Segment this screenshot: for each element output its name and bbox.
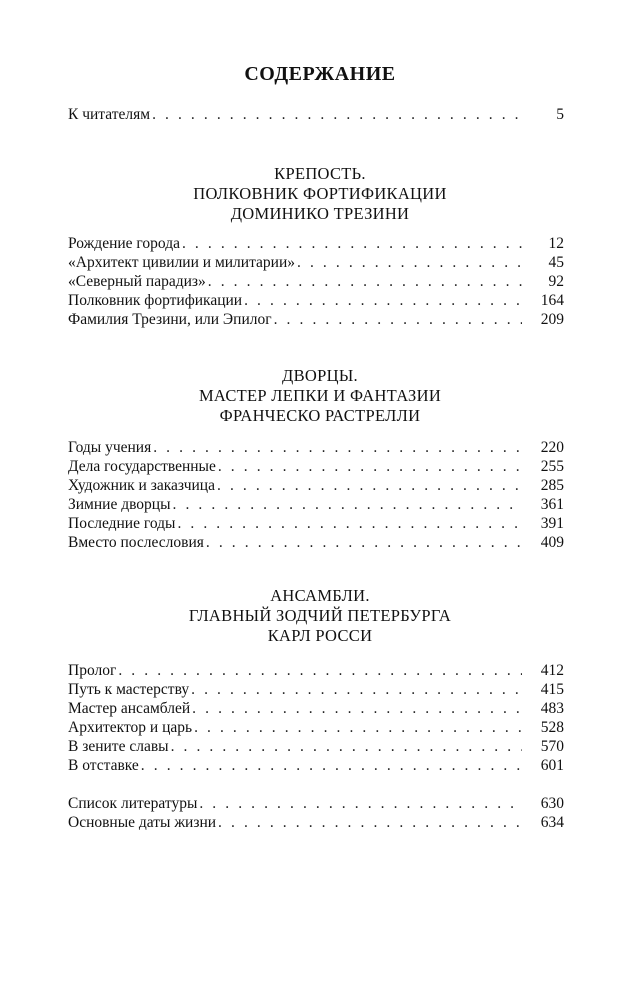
- toc-entry[interactable]: [68, 253, 564, 272]
- toc-entry-page: 570: [540, 738, 564, 755]
- page-title: СОДЕРЖАНИЕ: [244, 63, 396, 85]
- toc-entry[interactable]: [68, 438, 564, 457]
- toc-entry[interactable]: [68, 533, 564, 552]
- toc-entry-page: 528: [540, 719, 564, 736]
- toc-entry-label: Путь к мастерству: [68, 681, 190, 698]
- toc-entry-label: Зимние дворцы: [68, 496, 171, 513]
- section-heading-line: МАСТЕР ЛЕПКИ И ФАНТАЗИИ: [198, 386, 442, 405]
- toc-leader-dots: [297, 253, 522, 272]
- toc-leader-dots: [194, 718, 522, 737]
- toc-entry-label: Художник и заказчица: [68, 477, 215, 494]
- toc-entry[interactable]: [68, 680, 564, 699]
- intro-list: [68, 105, 564, 124]
- toc-entry[interactable]: [68, 794, 564, 813]
- toc-entry-label: Годы учения: [68, 439, 152, 456]
- section-2-list: [68, 438, 564, 552]
- toc-entry[interactable]: [68, 495, 564, 514]
- toc-leader-dots: [208, 272, 522, 291]
- toc-leader-dots: [171, 737, 522, 756]
- toc-leader-dots: [177, 514, 522, 533]
- toc-entry-page: 409: [540, 534, 564, 551]
- toc-leader-dots: [118, 661, 522, 680]
- section-heading-line: ДОМИНИКО ТРЕЗИНИ: [230, 204, 410, 223]
- toc-entry-page: 209: [540, 311, 564, 328]
- toc-entry[interactable]: [68, 661, 564, 680]
- toc-leader-dots: [274, 310, 522, 329]
- appendix-list: [68, 794, 564, 832]
- toc-leader-dots: [192, 699, 522, 718]
- toc-entry-page: 391: [540, 515, 564, 532]
- toc-leader-dots: [244, 291, 522, 310]
- toc-entry-page: 361: [540, 496, 564, 513]
- toc-leader-dots: [191, 680, 522, 699]
- toc-entry[interactable]: [68, 737, 564, 756]
- toc-entry-label: Рождение города: [68, 235, 180, 252]
- section-heading-line: ПОЛКОВНИК ФОРТИФИКАЦИИ: [193, 184, 447, 203]
- toc-entry[interactable]: [68, 234, 564, 253]
- toc-entry-label: Архитектор и царь: [68, 719, 193, 736]
- toc-entry-label: Последние годы: [68, 515, 176, 532]
- toc-entry-page: 92: [548, 273, 564, 290]
- toc-leader-dots: [218, 813, 522, 832]
- section-heading-line: ДВОРЦЫ.: [282, 366, 358, 385]
- toc-entry-page: 285: [540, 477, 564, 494]
- toc-entry-label: «Архитект цивилии и милитарии»: [68, 254, 296, 271]
- toc-entry-page: 634: [540, 814, 564, 831]
- toc-entry-page: 5: [556, 106, 564, 123]
- toc-entry-label: «Северный парадиз»: [68, 273, 206, 290]
- toc-entry[interactable]: [68, 310, 564, 329]
- toc-leader-dots: [218, 457, 522, 476]
- toc-entry-page: 45: [548, 254, 564, 271]
- toc-entry-page: 220: [540, 439, 564, 456]
- section-heading-line: КРЕПОСТЬ.: [274, 164, 366, 183]
- toc-entry-page: 601: [540, 757, 564, 774]
- toc-entry[interactable]: [68, 476, 564, 495]
- section-heading-2: [0, 366, 640, 426]
- toc-entry-page: 483: [540, 700, 564, 717]
- toc-entry-label: Фамилия Трезини, или Эпилог: [68, 311, 272, 328]
- toc-entry[interactable]: [68, 105, 564, 124]
- toc-entry-label: Дела государственные: [68, 458, 216, 475]
- toc-leader-dots: [153, 438, 522, 457]
- toc-entry-page: 12: [548, 235, 564, 252]
- section-heading-line: АНСАМБЛИ.: [270, 586, 370, 605]
- toc-leader-dots: [182, 234, 522, 253]
- toc-entry-label: К читателям: [68, 106, 151, 123]
- toc-leader-dots: [206, 533, 522, 552]
- toc-entry-page: 255: [540, 458, 564, 475]
- section-heading-1: [0, 164, 640, 224]
- toc-entry[interactable]: [68, 457, 564, 476]
- section-1-list: [68, 234, 564, 329]
- toc-entry[interactable]: [68, 291, 564, 310]
- toc-entry[interactable]: [68, 514, 564, 533]
- section-heading-3: [0, 586, 640, 646]
- toc-entry-label: Полковник фортификации: [68, 292, 243, 309]
- section-3-list: [68, 661, 564, 775]
- section-heading-line: КАРЛ РОССИ: [267, 626, 373, 645]
- toc-leader-dots: [173, 495, 522, 514]
- toc-entry-label: В отставке: [68, 757, 139, 774]
- toc-leader-dots: [199, 794, 522, 813]
- toc-leader-dots: [152, 105, 522, 124]
- toc-entry[interactable]: [68, 756, 564, 775]
- toc-entry-label: Список литературы: [68, 795, 198, 812]
- toc-entry-page: 415: [540, 681, 564, 698]
- toc-entry-page: 164: [540, 292, 564, 309]
- toc-entry-page: 412: [540, 662, 564, 679]
- section-heading-line: ГЛАВНЫЙ ЗОДЧИЙ ПЕТЕРБУРГА: [188, 606, 452, 625]
- section-heading-line: ФРАНЧЕСКО РАСТРЕЛЛИ: [219, 406, 421, 425]
- toc-entry[interactable]: [68, 813, 564, 832]
- toc-entry-label: Основные даты жизни: [68, 814, 217, 831]
- toc-entry-label: В зените славы: [68, 738, 169, 755]
- toc-entry-label: Вместо послесловия: [68, 534, 204, 551]
- toc-entry[interactable]: [68, 699, 564, 718]
- toc-entry-page: 630: [540, 795, 564, 812]
- toc-entry[interactable]: [68, 272, 564, 291]
- toc-entry[interactable]: [68, 718, 564, 737]
- toc-leader-dots: [141, 756, 522, 775]
- toc-entry-label: Пролог: [68, 662, 117, 679]
- toc-leader-dots: [217, 476, 522, 495]
- toc-entry-label: Мастер ансамблей: [68, 700, 191, 717]
